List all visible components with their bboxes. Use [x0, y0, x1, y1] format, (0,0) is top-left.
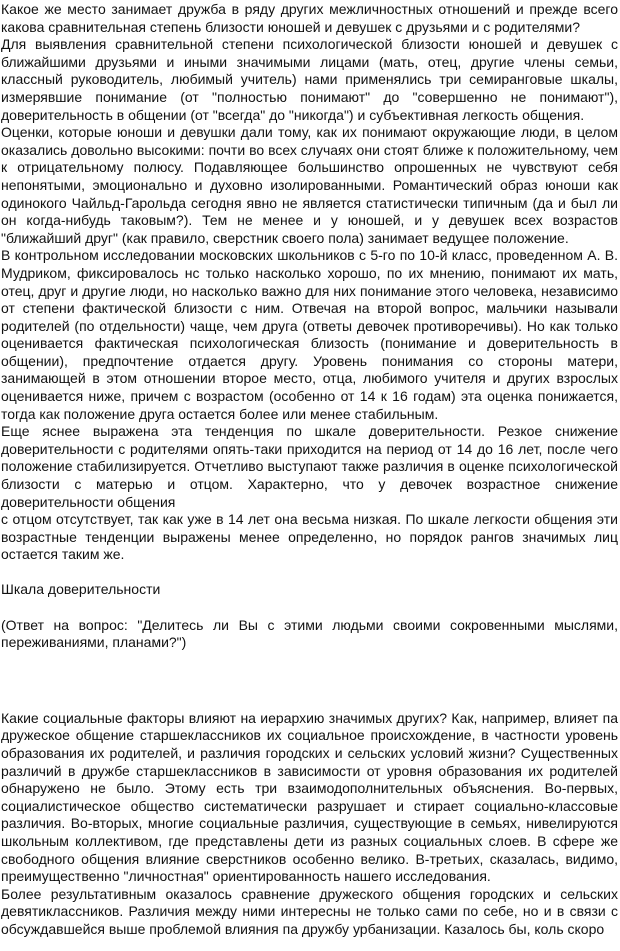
blank-table-area	[1, 652, 620, 710]
spacer	[1, 599, 620, 617]
paragraph-trust-tendency: Еще яснее выражена эта тенденция по шкале доверительности. Резкое снижение доверительности с родителями опять-таки приходится на период от 14 до 16 лет, после чего положение стабилизируется. Отчетливо выступают также различия в оценке психологической близости с матерью и отцом. Характерно, что у девочек возрастное снижение доверительности общения	[1, 423, 618, 510]
paragraph-control-study: В контрольном исследовании московских школьников с 5-го по 10-й класс, проведенном А. В. Мудриком, фиксировалось нс только насколько хорошо, по их мнению, понимают их мать, отец, друг и другие люди, но насколько важно для них понимание этого человека, независимо от степени фактической близости с ним. Отвечая на второй вопрос, мальчики называли родителей (по отдельности) чаще, чем друга (ответы девочек противоречивы). Но как только оценивается фактическая психологическая близость (понимание и доверительность в общении), предпочтение отдается другу. Уровень понимания со стороны матери, занимающей в этом отношении второе место, отца, любимого учителя и других взрослых оценивается ниже, причем с возрастом (особенно от 14 к 16 годам) эта оценка понижается, тогда как положение друга остается более или менее стабильным.	[1, 247, 618, 422]
paragraph-method-scales: Для выявления сравнительной степени психологической близости юношей и девушек с ближайшими друзьями и иными значимыми лицами (мать, отец, другие члены семьи, классный руководитель, любимый учитель) нами применялись три семиранговые шкалы, измерявшие понимание (от "полностью понимают" до "совершенно не понимают"), доверительность в общении (от "всегда" до "никогда") и субъективная легкость общения.	[1, 36, 618, 123]
section-heading-trust-scale: Шкала доверительности	[1, 581, 161, 597]
paragraph-urban-rural: Более результативным оказалось сравнение дружеского общения городских и сельских девятиклассников. Различия между ними интересны не только сами по себе, но и в связи с обсуждавшейся выше проблемой влияния па дружбу урбанизации. Казалось бы, коль скоро	[1, 885, 618, 937]
paragraph-friendship-question: Какое же место занимает дружба в ряду других межличностных отношений и прежде всего какова сравнительная степень близости юношей и девушек с друзьями и с родителями?	[1, 1, 618, 35]
paragraph-understanding-results: Оценки, которые юноши и девушки дали тому, как их понимают окружающие люди, в целом оказались довольно высокими: почти во всех случаях они стоят ближе к положительному, чем к отрицательному полюсу. Подавляющее большинство опрошенных не чувствуют себя непонятыми, эмоционально и духовно изолированными. Романтический образ юноши как одинокого Чайльд-Гарольда сегодня явно не является статистически типичным (да и был ли он когда-нибудь таковым?). Тем не менее и у юношей, и у девушек всех возрастов "ближайший друг" (как правило, сверстник своего пола) занимает ведущее положение.	[1, 124, 618, 246]
question-note: (Ответ на вопрос: "Делитесь ли Вы с этими людьми своими сокровенными мыслями, переживаниями, планами?")	[1, 616, 618, 651]
paragraph-social-factors: Какие социальные факторы влияют на иерархию значимых других? Как, например, влияет па дружеское общение старшеклассников их социальное происхождение, в частности уровень образования их родителей, и различия городских и сельских условий жизни? Существенных различий в дружбе старшеклассников в зависимости от уровня образования их родителей обнаружено не было. Этому есть три взаимодополнительных объяснения. Во-первых, социалистическое общество систематически разрушает и стирает социально-классовые различия. Во-вторых, многие социальные различия, существующие в семьях, нивелируются школьным коллективом, где представлены дети из разных социальных слоев. В сфере же свободного общения влияние сверстников особенно велико. В-третьих, сказалась, видимо, преимущественно "личностная" ориентированность нашего исследования.	[1, 709, 618, 885]
paragraph-trust-continuation: с отцом отсутствует, так как уже в 14 лет она весьма низкая. По шкале легкости общения эти возрастные тенденции выражены менее определенно, но порядок рангов значимых лиц остается таким же.	[1, 511, 618, 563]
spacer	[1, 564, 620, 581]
